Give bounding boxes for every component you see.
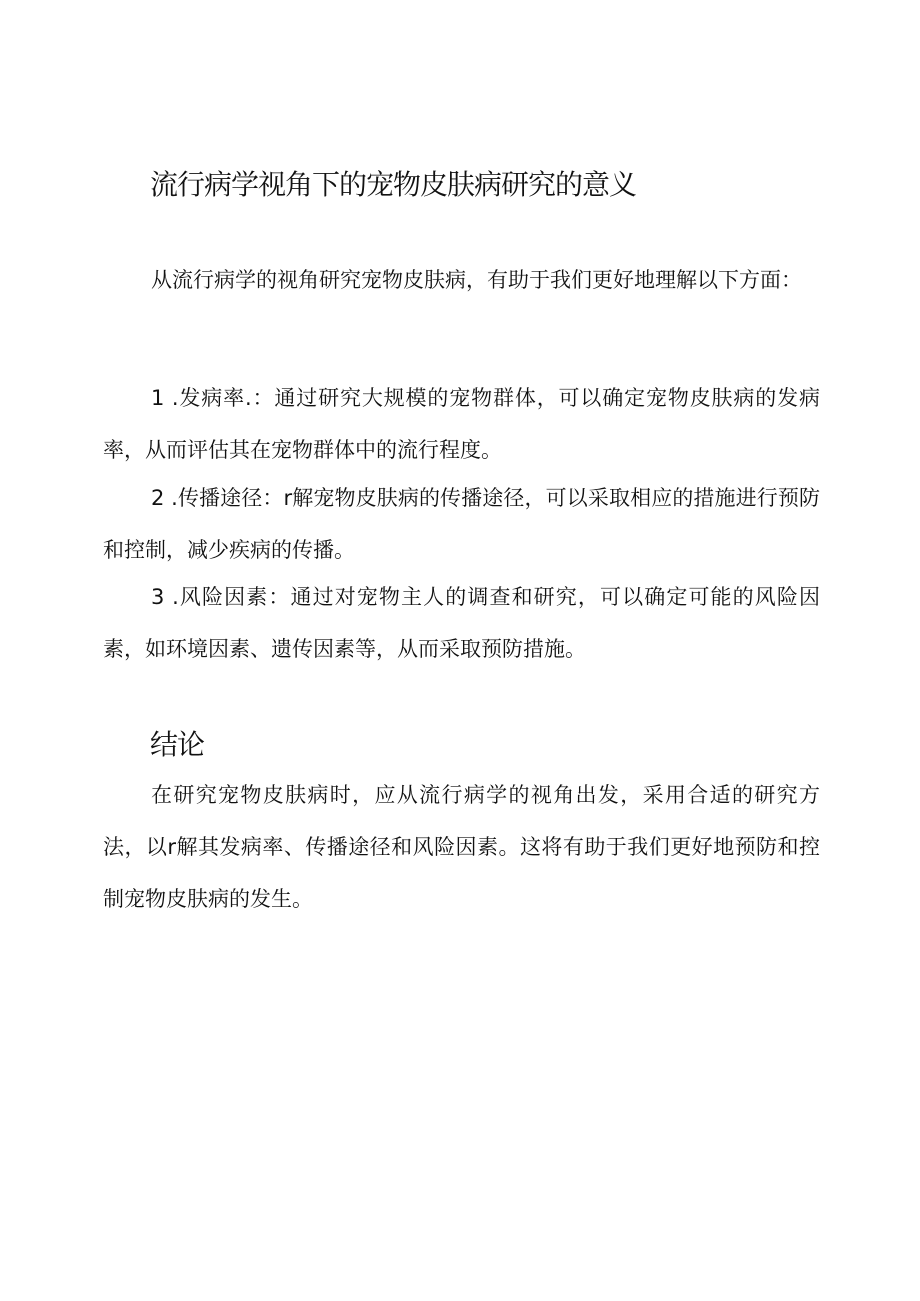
intro-paragraph: 从流行病学的视角研究宠物皮肤病，有助于我们更好地理解以下方面： — [151, 268, 802, 292]
list-item-incidence: 1 .发病率.：通过研究大规模的宠物群体，可以确定宠物皮肤病的发病率，从而评估其在宠物群体中的流行程度。 — [103, 386, 820, 462]
page-title: 流行病学视角下的宠物皮肤病研究的意义 — [150, 168, 637, 201]
conclusion-paragraph: 在研究宠物皮肤病时，应从流行病学的视角出发，采用合适的研究方法，以r解其发病率、传播途径和风险因素。这将有助于我们更好地预防和控制宠物皮肤病的发生。 — [103, 783, 820, 911]
conclusion-heading: 结论 — [150, 728, 205, 761]
list-item-risk-factors: 3 .风险因素：通过对宠物主人的调查和研究，可以确定可能的风险因素，如环境因素、遗传因素等，从而采取预防措施。 — [103, 585, 820, 661]
list-item-transmission: 2 .传播途径：r解宠物皮肤病的传播途径，可以采取相应的措施进行预防和控制，减少疾病的传播。 — [103, 486, 820, 562]
